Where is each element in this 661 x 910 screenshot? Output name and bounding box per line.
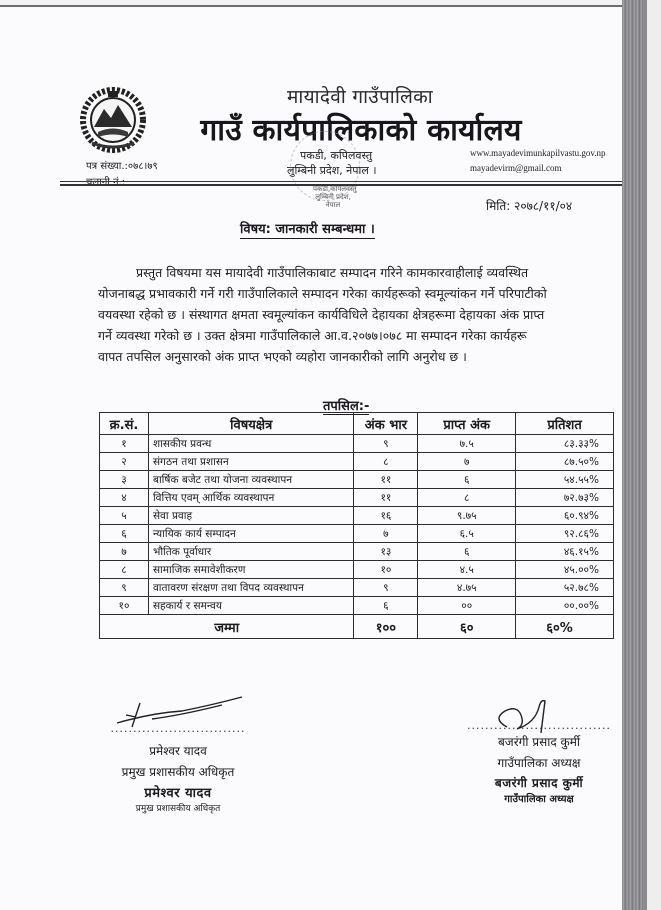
table-row bbox=[100, 525, 614, 543]
letter-date: मिति: २०७८/११/०४ bbox=[486, 199, 573, 213]
address-line-2: लुम्बिनी प्रदेश, नेपाल । bbox=[287, 164, 377, 177]
stamp-name: प्रमेश्वर यादव bbox=[144, 786, 212, 801]
signatory-name: प्रमेश्वर यादव bbox=[149, 744, 207, 758]
table-total-row bbox=[100, 615, 614, 639]
row-sn: ४ bbox=[100, 489, 149, 507]
row-percent: ४६.१५% bbox=[516, 543, 614, 561]
signatory-title: प्रमुख प्रशासकीय अधिकृत bbox=[121, 765, 235, 779]
email-address: mayadevirm@gmail.com bbox=[470, 163, 562, 173]
body-line: वापत तपसिल अनुसारको अंक प्राप्त भएको व्यहोरा जानकारीको लागि अनुरोध छ । bbox=[98, 349, 467, 364]
row-area: सामाजिक समावेशीकरण bbox=[148, 561, 354, 579]
signature-line: ................................ bbox=[467, 719, 611, 732]
row-area: शासकीय प्रवन्ध bbox=[148, 435, 354, 453]
row-area: सेवा प्रवाह bbox=[148, 507, 354, 525]
row-area: संगठन तथा प्रशासन bbox=[148, 453, 354, 471]
row-area: भौतिक पूर्वाधार bbox=[148, 543, 354, 561]
row-sn: ८ bbox=[100, 561, 149, 579]
row-sn: ९ bbox=[100, 579, 149, 597]
stamp-title: प्रमुख प्रशासकीय अधिकृत bbox=[135, 804, 221, 814]
table-header-row bbox=[100, 413, 614, 435]
signatory-name: बजरंगी प्रसाद कुर्मी bbox=[497, 735, 581, 749]
scan-margin bbox=[644, 0, 661, 910]
letter-body bbox=[98, 262, 604, 367]
header-divider-thin bbox=[60, 181, 622, 182]
total-label: जम्मा bbox=[100, 615, 354, 639]
address-line-1: पकडी, कपिलवस्तु bbox=[300, 149, 373, 162]
row-weight: ८ bbox=[354, 453, 418, 471]
stamp-title: गाउँपालिका अध्यक्ष bbox=[504, 794, 574, 805]
body-line: योजनाबद्ध प्रभावकारी गर्ने गरी गाउँपालिकाले सम्पादन गरेका कार्यहरूको स्वमूल्यांकन गर्ने परिपाटीको bbox=[98, 286, 547, 301]
row-weight: ११ bbox=[354, 489, 418, 507]
header-area: विषयक्षेत्र bbox=[148, 413, 354, 435]
office-name: गाउँ कार्यपालिकाको कार्यालय bbox=[200, 113, 522, 148]
letter-page bbox=[0, 5, 622, 910]
row-percent: ००.००% bbox=[516, 597, 614, 615]
table-row bbox=[100, 453, 614, 471]
body-line: गर्ने व्यवस्था गरेको छ । उक्त क्षेत्रमा गाउँपालिकाले आ.व.२०७७।०७८ मा सम्पादन गरेका कार्यहरू bbox=[98, 328, 527, 343]
row-sn: ५ bbox=[100, 507, 149, 525]
signatory-title: गाउँपालिका अध्यक्ष bbox=[497, 756, 581, 770]
row-sn: ७ bbox=[100, 543, 149, 561]
row-sn: १ bbox=[100, 435, 149, 453]
row-area: वातावरण संरक्षण तथा विपद व्यवस्थापन bbox=[148, 579, 354, 597]
letter-number: पत्र संख्या.:०७८।७९ bbox=[86, 161, 158, 172]
table-row bbox=[100, 579, 614, 597]
signatory-left bbox=[98, 694, 258, 814]
row-percent: ६०.९४% bbox=[516, 507, 614, 525]
row-obtained: ६ bbox=[418, 543, 516, 561]
seal-text: पकडी,कपिलवस्तु लुम्बिनी प्रदेश, नेपाल bbox=[313, 185, 357, 209]
row-weight: १३ bbox=[354, 543, 418, 561]
scan-binding-edge bbox=[622, 0, 644, 910]
total-weight: १०० bbox=[354, 615, 418, 639]
row-sn: ६ bbox=[100, 525, 149, 543]
row-weight: ९ bbox=[354, 579, 418, 597]
row-weight: ११ bbox=[354, 471, 418, 489]
row-percent: ९२.८६% bbox=[516, 525, 614, 543]
row-obtained: ९.७५ bbox=[418, 507, 516, 525]
website-url: www.mayadevimunkapilvastu.gov.np bbox=[470, 148, 606, 158]
signatory-right bbox=[464, 697, 614, 805]
row-weight: ७ bbox=[354, 525, 418, 543]
row-percent: ५२.७८% bbox=[516, 579, 614, 597]
row-area: बार्षिक बजेट तथा योजना व्यवस्थापन bbox=[148, 471, 354, 489]
row-obtained: ६.५ bbox=[418, 525, 516, 543]
row-percent: ४५.००% bbox=[516, 561, 614, 579]
table-row bbox=[100, 561, 614, 579]
dispatch-number: चलानी नं.: bbox=[86, 177, 126, 188]
row-sn: २ bbox=[100, 453, 149, 471]
letter-subject: विषय: जानकारी सम्बन्धमा । bbox=[240, 219, 375, 239]
row-sn: ३ bbox=[100, 471, 149, 489]
header-percent: प्रतिशत bbox=[516, 413, 614, 435]
body-line: वयवस्था रहेको छ । संस्थागत क्षमता स्वमूल्यांकन कार्यविधिले देहायका क्षेत्रहरूमा देहायका अंक प्राप्त bbox=[98, 307, 545, 322]
row-obtained: ६ bbox=[418, 471, 516, 489]
table-row bbox=[100, 507, 614, 525]
nepal-emblem-icon bbox=[78, 85, 148, 155]
table-row bbox=[100, 543, 614, 561]
row-obtained: ७.५ bbox=[418, 435, 516, 453]
header-sn: क्र.सं. bbox=[100, 413, 149, 435]
row-sn: १० bbox=[100, 597, 149, 615]
row-percent: ८३.३३% bbox=[516, 435, 614, 453]
header-divider-thick bbox=[60, 184, 622, 186]
row-area: वित्तिय एवम् आर्थिक व्यवस्थापन bbox=[148, 489, 354, 507]
table-row bbox=[100, 471, 614, 489]
total-percent: ६०% bbox=[516, 615, 614, 639]
signature-line: .............................. bbox=[110, 722, 246, 735]
row-area: सहकार्य र समन्वय bbox=[148, 597, 354, 615]
table-row bbox=[100, 489, 614, 507]
row-percent: ८७.५०% bbox=[516, 453, 614, 471]
body-line: प्रस्तुत विषयमा यस मायादेवी गाउँपालिकाबाट सम्पादन गरिने कामकारवाहीलाई व्यवस्थित bbox=[136, 265, 529, 280]
row-weight: ९ bbox=[354, 435, 418, 453]
municipality-name: मायादेवी गाउँपालिका bbox=[287, 86, 433, 108]
row-obtained: ०० bbox=[418, 597, 516, 615]
row-weight: ६ bbox=[354, 597, 418, 615]
row-weight: १६ bbox=[354, 507, 418, 525]
table-row bbox=[100, 435, 614, 453]
table-row bbox=[100, 597, 614, 615]
table-caption: तपसिल:- bbox=[323, 396, 369, 415]
total-obtained: ६० bbox=[418, 615, 516, 639]
row-obtained: ४.५ bbox=[418, 561, 516, 579]
row-percent: ७२.७३% bbox=[516, 489, 614, 507]
row-weight: १० bbox=[354, 561, 418, 579]
row-percent: ५४.५५% bbox=[516, 471, 614, 489]
row-obtained: ७ bbox=[418, 453, 516, 471]
assessment-table bbox=[99, 412, 614, 639]
row-obtained: ८ bbox=[418, 489, 516, 507]
row-area: न्यायिक कार्य सम्पादन bbox=[148, 525, 354, 543]
row-obtained: ४.७५ bbox=[418, 579, 516, 597]
header-weight: अंक भार bbox=[354, 413, 418, 435]
header-obtained: प्राप्त अंक bbox=[418, 413, 516, 435]
stamp-name: बजरंगी प्रसाद कुर्मी bbox=[494, 776, 584, 790]
